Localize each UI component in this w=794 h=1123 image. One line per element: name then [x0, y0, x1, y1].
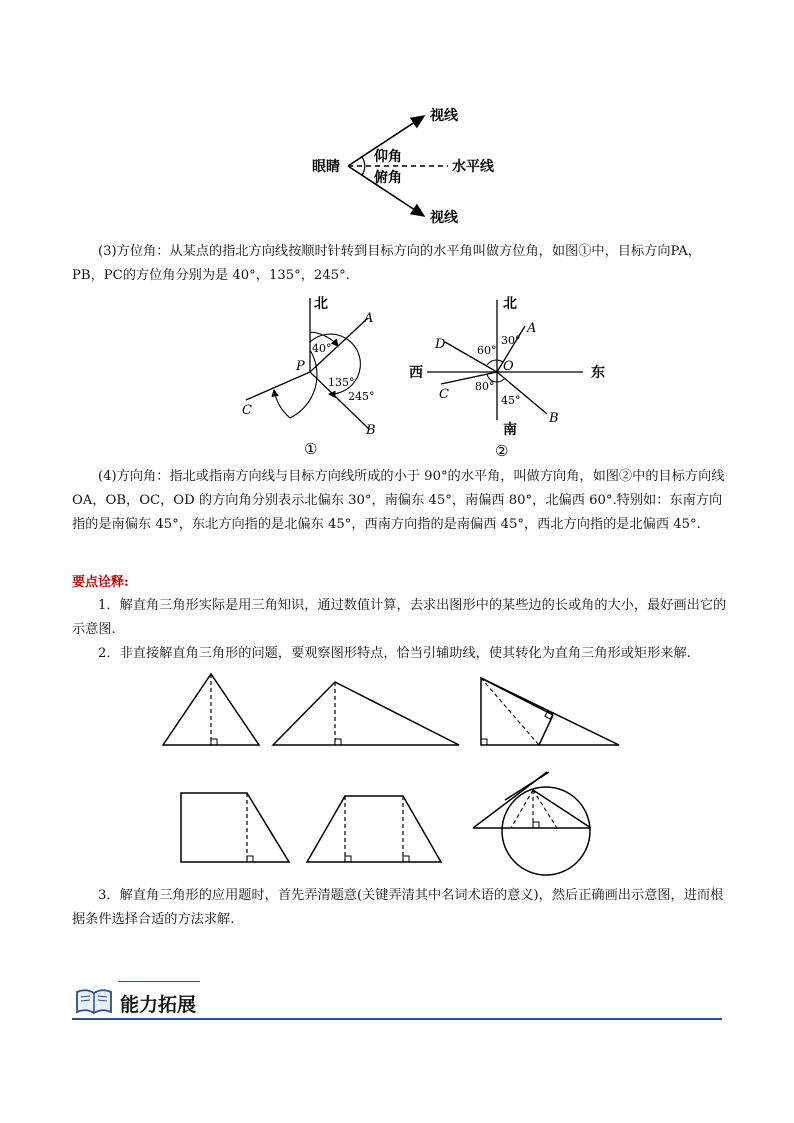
angle-40-label: 40° [312, 342, 332, 355]
angle-80-label: 80° [475, 380, 495, 393]
paragraph-azimuth: (3)方位角：从某点的指北方向线按顺时针转到目标方向的水平角叫做方位角，如图①中，目标方向PA，PB，PC的方位角分别为是 40°，135°，245°. [72, 244, 701, 283]
key-point-2: 2．非直接解直角三角形的问题，要观察图形特点，恰当引辅助线，使其转化为直角三角形或矩形来解. [98, 646, 691, 661]
north-label: 北 [503, 296, 517, 312]
paragraph-direction-angle: (4)方向角：指北或指南方向线与目标方向线所成的小于 90°的水平角，叫做方向角，如图②中的目标方向线OA，OB，OC，OD 的方向角分别表示北偏东 30°，南偏东 45°，南偏西 80°，北偏西 60°.特别如：东南方向指的是南偏东 45°，东北方向指的是北偏东 45°，西南方向指的是南偏西 45°，西北方向指的是北偏西 45°. [72, 469, 725, 532]
direction-angle-figure [405, 290, 615, 462]
book-icon [74, 986, 114, 1016]
point-p-label: P [296, 359, 305, 374]
auxiliary-line-diagrams [155, 670, 635, 880]
section-title: 能力拓展 [120, 994, 197, 1016]
point-c-label: C [439, 387, 449, 402]
key-points-list [72, 594, 732, 666]
point-b-label: B [366, 423, 376, 438]
key-point-1: 1．解直角三角形实际是用三角知识，通过数值计算，去求出图形中的某些边的长或角的大小，最好画出它的示意图. [72, 598, 727, 637]
caption-2: ② [495, 442, 509, 460]
elevation-depression-figure [300, 98, 520, 228]
azimuth-figure [230, 290, 400, 460]
south-label: 南 [503, 422, 517, 438]
key-point-3: 3．解直角三角形的应用题时，首先弄清题意(关键弄清其中名词术语的意义)，然后正确画出示意图，进而根据条件选择合适的方法求解. [72, 888, 724, 927]
eye-label: 眼睛 [312, 159, 340, 175]
angle-30-label: 30° [501, 334, 521, 347]
point-a-label: A [364, 311, 374, 326]
west-label: 西 [409, 365, 423, 381]
east-label: 东 [591, 365, 605, 381]
angle-arc [362, 157, 365, 175]
point-c-label: C [242, 403, 252, 418]
point-b-label: B [549, 411, 559, 426]
caption-1: ① [304, 440, 318, 458]
angle-245-label: 245° [348, 390, 375, 403]
angle-45-label: 45° [501, 394, 521, 407]
sight-top-label: 视线 [430, 108, 458, 124]
point-d-label: D [435, 337, 446, 352]
north-label: 北 [314, 296, 328, 312]
depression-label: 俯角 [374, 170, 402, 186]
key-points-title: 要点诠释: [72, 575, 129, 590]
key-point-3-block [72, 884, 732, 932]
section-rule [72, 1018, 722, 1020]
point-o-label: O [503, 359, 514, 374]
angle-60-label: 60° [477, 344, 497, 357]
section-top-rule [118, 981, 200, 982]
horizontal-label: 水平线 [452, 159, 494, 175]
point-a-label: A [527, 321, 537, 336]
angle-135-label: 135° [328, 376, 355, 389]
elevation-label: 仰角 [374, 149, 402, 165]
sight-bottom-label: 视线 [430, 210, 458, 226]
